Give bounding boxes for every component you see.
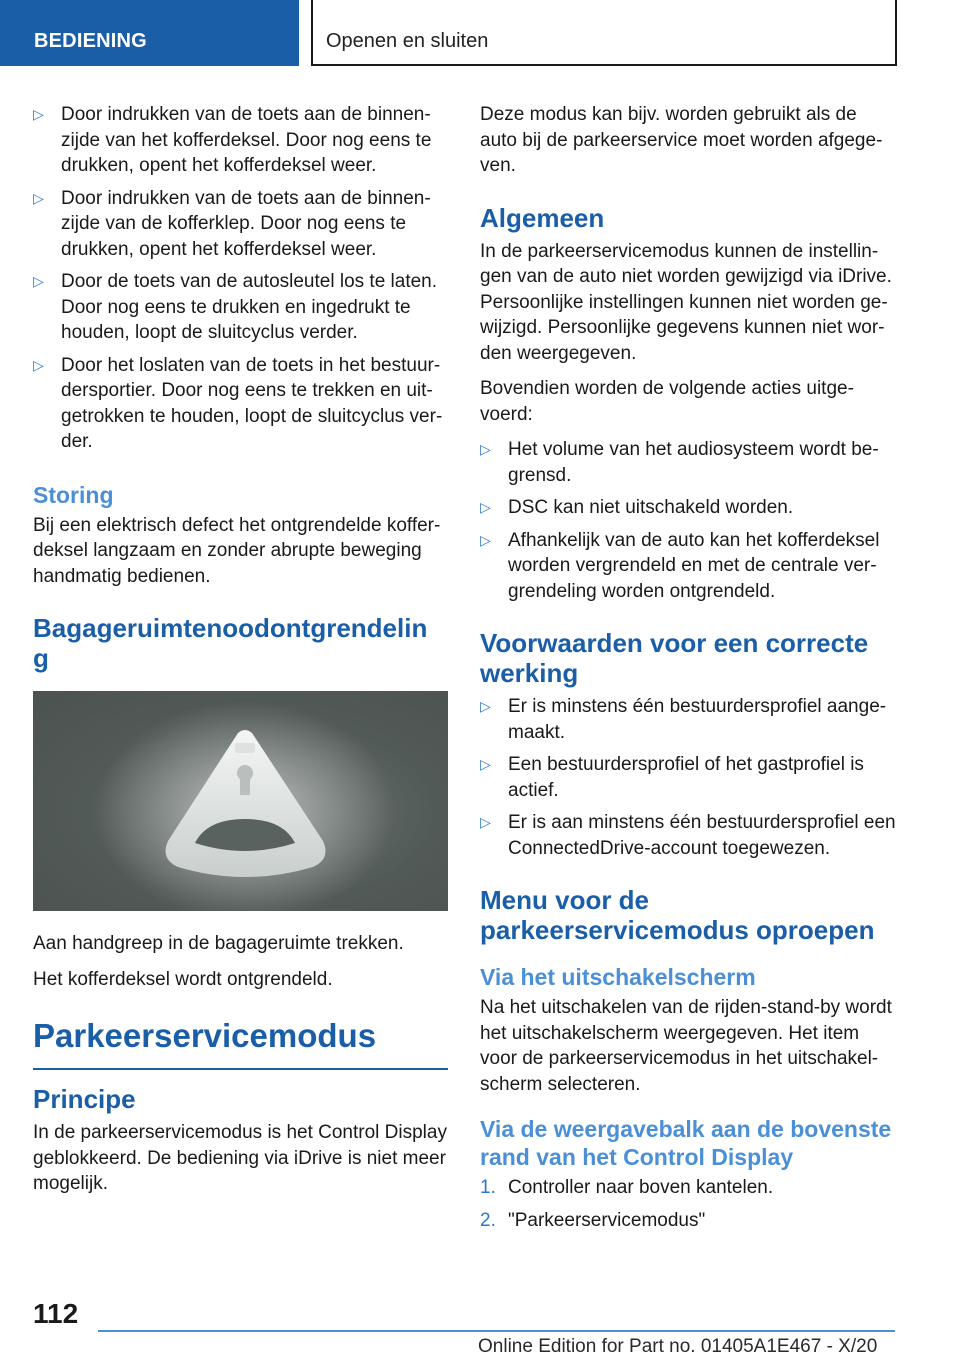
storing-heading: Storing (33, 481, 114, 508)
principe-text: In de parkeerservicemodus is het Control Display geblokkeerd. De bediening via iDrive is niet meer mogelijk. (33, 1122, 447, 1194)
list-item: ▷ Door de toets van de autosleutel los te laten. Door nog eens te drukken en ingedrukt te houden, loopt de sluitcyclus verder. (33, 271, 438, 343)
algemeen-text: In de parkeerservicemodus kunnen de instellin-gen van de auto niet worden gewijzigd via iDrive. Persoonlijke instellingen kunnen niet worden ge-wijzigd. Persoonlijke gegevens kunnen niet wor-den weergegeven. (480, 240, 892, 364)
algemeen-actions-list (480, 437, 896, 604)
bagage-instruction: Aan handgreep in de bagageruimte trekken. (33, 933, 404, 954)
header-chapter-tab (311, 0, 897, 66)
via-uitschakelscherm-heading: Via het uitschakelscherm (480, 964, 756, 990)
opening-methods-list (33, 102, 448, 455)
via-uitschakelscherm-text: Na het uitschakelen van de rijden-stand-by wordt het uitschakelscherm weergegeven. Het item voor de parkeerservicemodus in het uitschakel-scherm selecteren. (480, 997, 892, 1095)
header-chapter-label: Openen en sluiten (326, 30, 489, 52)
list-item: ▷ Door het loslaten van de toets in het bestuur-dersportier. Door nog eens te trekken en uit-getrokken te houden, loopt de sluitcyclus ver-der. (33, 354, 443, 452)
triangle-bullet-icon: ▷ (480, 531, 491, 548)
triangle-bullet-icon: ▷ (33, 273, 44, 289)
parkeerservicemodus-heading: Parkeerservicemodus (33, 1016, 448, 1070)
bagage-heading: Bagageruimtenoodontgrendelin g (33, 613, 428, 673)
triangle-bullet-icon: ▷ (33, 106, 44, 122)
principe-heading: Principe (33, 1084, 136, 1114)
steps-list (480, 1175, 896, 1233)
list-item: ▷ Het volume van het audiosysteem wordt be-grensd. (480, 439, 879, 486)
voorwaarden-list (480, 694, 896, 861)
list-item: ▷ Er is minstens één bestuurdersprofiel aange-maakt. (480, 696, 887, 743)
storing-text: Bij een elektrisch defect het ontgrendelde koffer-deksel langzaam en zonder abrupte beweging handmatig bedienen. (33, 514, 441, 587)
footer-edition: Online Edition for Part no. 01405A1E467 - X/20 (478, 1336, 878, 1357)
via-weergavebalk-heading: Via de weergavebalk aan de bovenste rand van het Control Display (480, 1116, 892, 1170)
step-number: 1. (480, 1177, 496, 1198)
footer-divider (98, 1330, 895, 1332)
triangle-bullet-icon: ▷ (33, 356, 44, 373)
algemeen-heading: Algemeen (480, 202, 605, 233)
left-column (33, 102, 448, 1207)
step-number: 2. (480, 1209, 496, 1231)
triangle-bullet-icon: ▷ (480, 814, 491, 830)
bagage-result: Het kofferdeksel wordt ontgrendeld. (33, 968, 333, 990)
list-item: ▷ DSC kan niet uitschakeld worden. (480, 495, 896, 521)
triangle-bullet-icon: ▷ (480, 698, 491, 714)
algemeen-actions-intro: Bovendien worden de volgende acties uitge-voerd: (480, 378, 854, 425)
voorwaarden-heading: Voorwaarden voor een correcte werking (480, 628, 869, 688)
right-column (480, 102, 896, 1240)
header-section-tab (0, 0, 299, 66)
triangle-bullet-icon: ▷ (480, 441, 491, 457)
trunk-release-handle-photo (33, 691, 448, 911)
list-item: ▷ Door indrukken van de toets aan de binnen-zijde van de kofferklep. Door nog eens te drukken, opent het kofferdeksel weer. (33, 187, 431, 260)
header-section-label: BEDIENING (34, 30, 147, 52)
intro-text: Deze modus kan bijv. worden gebruikt als de auto bij de parkeerservice moet worden afgege-ven. (480, 104, 883, 176)
list-item: 1. Controller naar boven kantelen. (480, 1175, 896, 1201)
list-item: 2. "Parkeerservicemodus" (480, 1208, 896, 1234)
trunk-handle-image (33, 691, 448, 911)
triangle-bullet-icon: ▷ (480, 499, 491, 515)
page-number: 112 (33, 1298, 79, 1329)
list-item: ▷ Afhankelijk van de auto kan het kofferdeksel worden vergrendeld en met de centrale ver-grendeling worden ontgrendeld. (480, 529, 880, 602)
triangle-bullet-icon: ▷ (480, 756, 491, 772)
list-item: ▷ Een bestuurdersprofiel of het gastprofiel is actief. (480, 754, 864, 801)
triangle-bullet-icon: ▷ (33, 189, 44, 206)
menu-heading: Menu voor de parkeerservicemodus oproepen (480, 885, 875, 945)
list-item: ▷ Door indrukken van de toets aan de binnen-zijde van het kofferdeksel. Door nog eens te drukken, opent het kofferdeksel weer. (33, 104, 432, 176)
list-item: ▷ Er is aan minstens één bestuurdersprofiel een ConnectedDrive-account toegewezen. (480, 812, 896, 859)
